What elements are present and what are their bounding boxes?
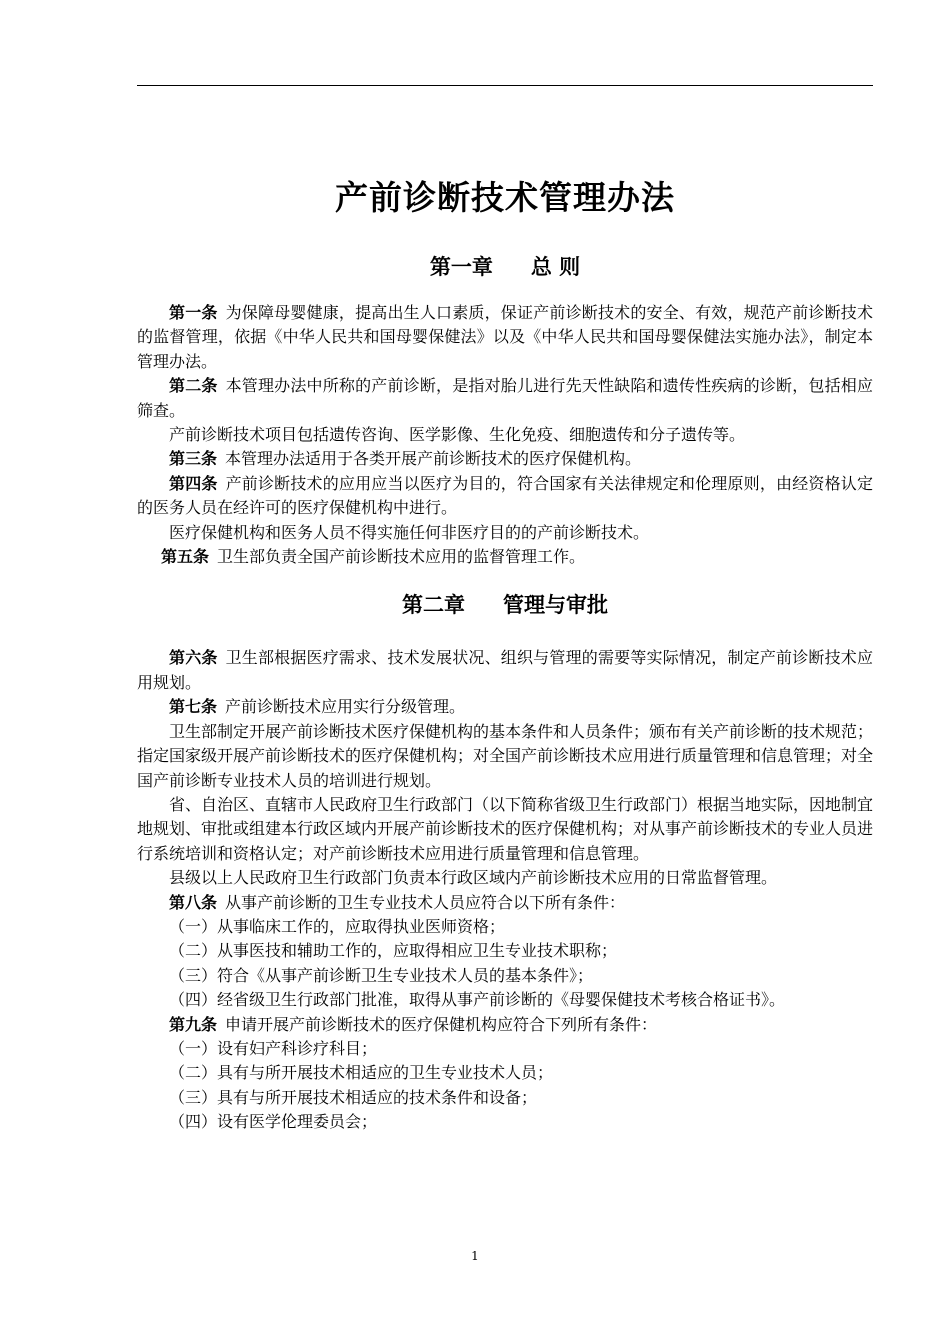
list-item	[137, 1037, 873, 1061]
list-item-text: （一）从事临床工作的，应取得执业医师资格；	[169, 916, 506, 936]
chapter-name: 总 则	[530, 255, 581, 279]
article-number: 第四条	[169, 473, 218, 493]
list-item-text: （四）经省级卫生行政部门批准，取得从事产前诊断的《母婴保健技术考核合格证书》。	[169, 990, 786, 1010]
paragraph-text: 卫生部制定开展产前诊断技术医疗保健机构的基本条件和人员条件；颁布有关产前诊断的技术规范；指定国家级开展产前诊断技术的医疗保健机构；对全国产前诊断技术应用进行质量管理和信息管理；对全国产前诊断专业技术人员的培训进行规划。	[137, 721, 874, 790]
article-paragraph	[137, 545, 873, 569]
chapter-name: 管理与审批	[503, 593, 608, 618]
paragraph	[137, 793, 873, 866]
list-item-text: （三）符合《从事产前诊断卫生专业技术人员的基本条件》；	[169, 965, 594, 985]
chapter-heading-1	[137, 252, 873, 282]
list-item	[137, 1086, 873, 1110]
chapter-number: 第一章	[429, 255, 493, 279]
article-text: 卫生部负责全国产前诊断技术应用的监督管理工作。	[217, 547, 586, 567]
list-item-text: （三）具有与所开展技术相适应的技术条件和设备；	[169, 1087, 538, 1107]
article-number: 第九条	[169, 1014, 218, 1034]
article-paragraph	[137, 1013, 873, 1037]
list-item	[137, 964, 873, 988]
list-item	[137, 939, 873, 963]
article-text: 为保障母婴健康，提高出生人口素质，保证产前诊断技术的安全、有效，规范产前诊断技术的监督管理，依据《中华人民共和国母婴保健法》以及《中华人民共和国母婴保健法实施办法》，制定本管理办法。	[137, 303, 873, 371]
document-body	[137, 168, 873, 1135]
article-number: 第一条	[169, 303, 218, 322]
article-paragraph	[137, 374, 873, 423]
list-item-text: （二）从事医技和辅助工作的，应取得相应卫生专业技术职称；	[169, 941, 618, 961]
paragraph-text: 省、自治区、直辖市人民政府卫生行政部门（以下简称省级卫生行政部门）根据当地实际，因地制宜地规划、审批或组建本行政区域内开展产前诊断技术的医疗保健机构；对从事产前诊断技术的专业人员进行系统培训和资格认定；对产前诊断技术应用进行质量管理和信息管理。	[137, 794, 874, 863]
paragraph	[137, 866, 873, 890]
article-number: 第三条	[169, 449, 218, 469]
article-text: 从事产前诊断的卫生专业技术人员应符合以下所有条件：	[225, 892, 626, 912]
paragraph-text: 医疗保健机构和医务人员不得实施任何非医疗目的的产前诊断技术。	[169, 522, 650, 542]
header-rule	[137, 85, 873, 86]
list-item-text: （四）设有医学伦理委员会；	[169, 1112, 378, 1132]
article-text: 本管理办法适用于各类开展产前诊断技术的医疗保健机构。	[225, 449, 642, 469]
article-number: 第六条	[169, 648, 218, 668]
article-paragraph	[137, 447, 873, 471]
list-item	[137, 988, 873, 1012]
article-number: 第五条	[161, 547, 210, 567]
document-title: 产前诊断技术管理办法	[335, 178, 675, 217]
article-text: 产前诊断技术应用实行分级管理。	[225, 697, 466, 717]
article-text: 申请开展产前诊断技术的医疗保健机构应符合下列所有条件：	[225, 1014, 658, 1034]
paragraph	[137, 521, 873, 545]
paragraph	[137, 423, 873, 447]
paragraph-text: 县级以上人民政府卫生行政部门负责本行政区域内产前诊断技术应用的日常监督管理。	[169, 868, 778, 888]
list-item-text: （一）设有妇产科诊疗科目；	[169, 1038, 378, 1058]
article-paragraph	[137, 695, 873, 719]
article-number: 第二条	[169, 376, 218, 396]
list-item	[137, 1061, 873, 1085]
article-text: 本管理办法中所称的产前诊断，是指对胎儿进行先天性缺陷和遗传性疾病的诊断，包括相应筛查。	[137, 376, 873, 420]
article-text: 产前诊断技术的应用应当以医疗为目的，符合国家有关法律规定和伦理原则，由经资格认定的医务人员在经许可的医疗保健机构中进行。	[137, 473, 873, 518]
chapter-heading-2	[137, 590, 873, 620]
list-item-text: （二）具有与所开展技术相适应的卫生专业技术人员；	[169, 1063, 554, 1083]
article-paragraph	[137, 472, 873, 521]
article-text: 卫生部根据医疗需求、技术发展状况、组织与管理的需要等实际情况，制定产前诊断技术应用规划。	[137, 648, 873, 692]
chapter-number: 第二章	[402, 593, 465, 618]
list-item	[137, 1110, 873, 1134]
paragraph-text: 产前诊断技术项目包括遗传咨询、医学影像、生化免疫、细胞遗传和分子遗传等。	[169, 425, 746, 445]
page-number: 1	[471, 1249, 479, 1263]
article-paragraph	[137, 646, 873, 695]
paragraph	[137, 720, 873, 793]
article-paragraph	[137, 301, 873, 374]
article-number: 第七条	[169, 697, 218, 717]
article-paragraph	[137, 891, 873, 915]
list-item	[137, 915, 873, 939]
article-number: 第八条	[169, 892, 218, 912]
